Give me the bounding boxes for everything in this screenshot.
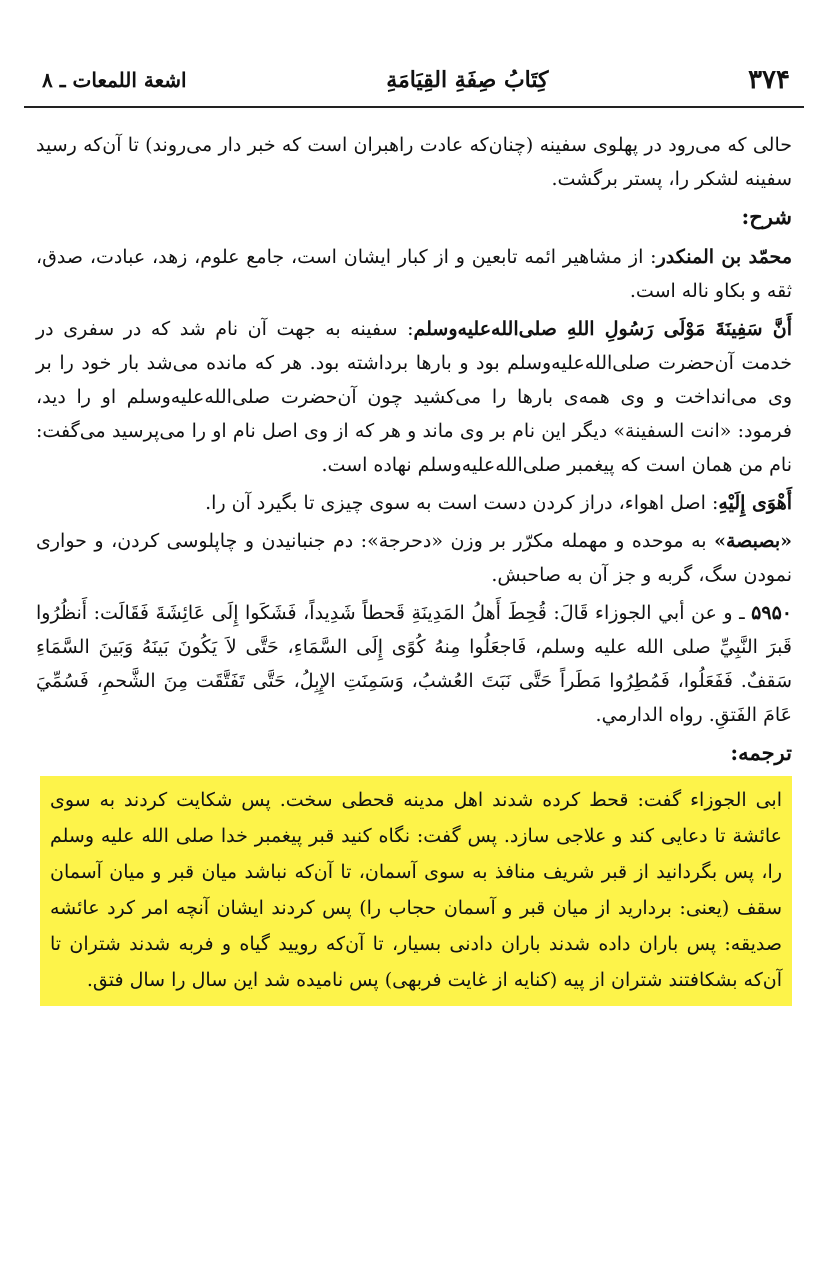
- sharh-term-1: محمّد بن المنكدر: [656, 246, 792, 268]
- translation-text: ابی الجوزاء گفت: قحط کرده شدند اهل مدینه قحطی سخت. پس شکایت کردند به سوی عائشة تا دعایی کند و علاجی سازد. پس گفت: نگاه کنید قبر پیغمبر خدا صلی الله علیه وسلم را، پس بگردانید از قبر شریف منافذ به سوی آسمان، تا آن‌که نباشد میان قبر و میان آسمان سقف (یعنی: بردارید از میان قبر و آسمان حجاب را) پس کردند ایشان آنچه امر کرد عائشه صدیقه: پس باران داده شدند باران دادنی بسیار، تا آن‌که رویید گیاه و فربه شدند شتران تا آن‌که بشکافتند شتران از پیه (کنایه از غایت فربهی) پس نامیده شد این سال را سال فتق.: [50, 789, 782, 991]
- translation-heading: ترجمه:: [730, 740, 792, 765]
- page-number: ۳۷۴: [748, 65, 790, 95]
- sharh-paragraph-3: [36, 486, 792, 520]
- intro-paragraph: حالی که می‌رود در پهلوی سفینه (چنان‌که عادت راهبران است که خبر دار می‌روند) تا آن‌که رسید سفینه لشکر را، پستر برگشت.: [36, 134, 792, 190]
- sharh-paragraph-2: [36, 312, 792, 482]
- sharh-text-2: : سفینه به جهت آن نام شد که در سفری در خدمت آن‌حضرت صلی‌الله‌علیه‌وسلم بود و بارها برداشته بود. هر که مانده می‌شد بار خود را بر وی می‌انداخت و وی همه‌ی بارها را می‌کشید چون آن‌حضرت صلی‌الله‌علیه‌وسلم او را دید، فرمود: «انت السفينة» دیگر این نام بر وی ماند و هر که از وی اصل نام او را می‌پرسید می‌گفت: نام من همان است که پیغمبر صلی‌الله‌علیه‌وسلم نهاده است.: [36, 318, 792, 476]
- hadith-text: ـ و عن أبي الجوزاء قَالَ: قُحِطَ أَهلُ المَدِينَةِ قَحطاً شَدِيداً، فَشَكَوا إِلَى عَائِشَةَ فَقَالَت: أَنظُرُوا قَبرَ النَّبِيِّ صلى الله عليه وسلم، فَاجعَلُوا مِنهُ كُوًى إِلَى السَّمَاءِ، حَتَّى لاَ يَكُونَ بَينَهُ وَبَينَ السَّمَاءِ سَقفٌ. فَفَعَلُوا، فَمُطِرُوا مَطَراً حَتَّى نَبَتَ العُشبُ، وَسَمِنَتِ الإِبِلُ، حَتَّى تَفَتَّقَت مِنَ الشَّحمِ، فَسُمِّيَ عَامَ الفَتقِ. رواه الدارمي.: [36, 602, 792, 726]
- running-head: [24, 60, 804, 100]
- sharh-paragraph-1: [36, 240, 792, 308]
- chapter-title: اشعة اللمعات ـ ۸: [42, 68, 187, 92]
- sharh-text-1: : از مشاهیر ائمه تابعین و از کبار ایشان است، جامع علوم، زهد، عبادت، صدق، ثقه و بکاو ناله است.: [36, 246, 792, 302]
- sharh-heading: شرح:: [741, 204, 792, 229]
- book-title: كِتَابُ صِفَةِ القِيَامَةِ: [386, 67, 549, 93]
- hadith-number: ۵۹۵۰: [751, 602, 792, 624]
- sharh-paragraph-4: [36, 524, 792, 592]
- sharh-term-3: أَهْوَى إِلَيْهِ: [718, 492, 792, 514]
- page-body: [24, 128, 804, 1006]
- hadith-paragraph: [36, 596, 792, 732]
- sharh-term-4: «بصبصة»: [714, 530, 792, 552]
- sharh-term-2: أَنَّ سَفِينَةَ مَوْلَى رَسُولِ اللهِ صلى‌الله‌عليه‌وسلم: [413, 318, 792, 340]
- sharh-text-3: : اصل اهواء، دراز کردن دست است به سوی چیزی تا بگیرد آن را.: [205, 492, 719, 514]
- sharh-text-4: به موحده و مهمله مکرّر بر وزن «دحرجة»: دم جنبانیدن و چاپلوسی کردن، و حواری نمودن سگ، گربه و جز آن به صاحبش.: [36, 530, 792, 586]
- highlighted-translation: [40, 776, 792, 1006]
- header-rule: [24, 106, 804, 108]
- book-page: [24, 60, 804, 1260]
